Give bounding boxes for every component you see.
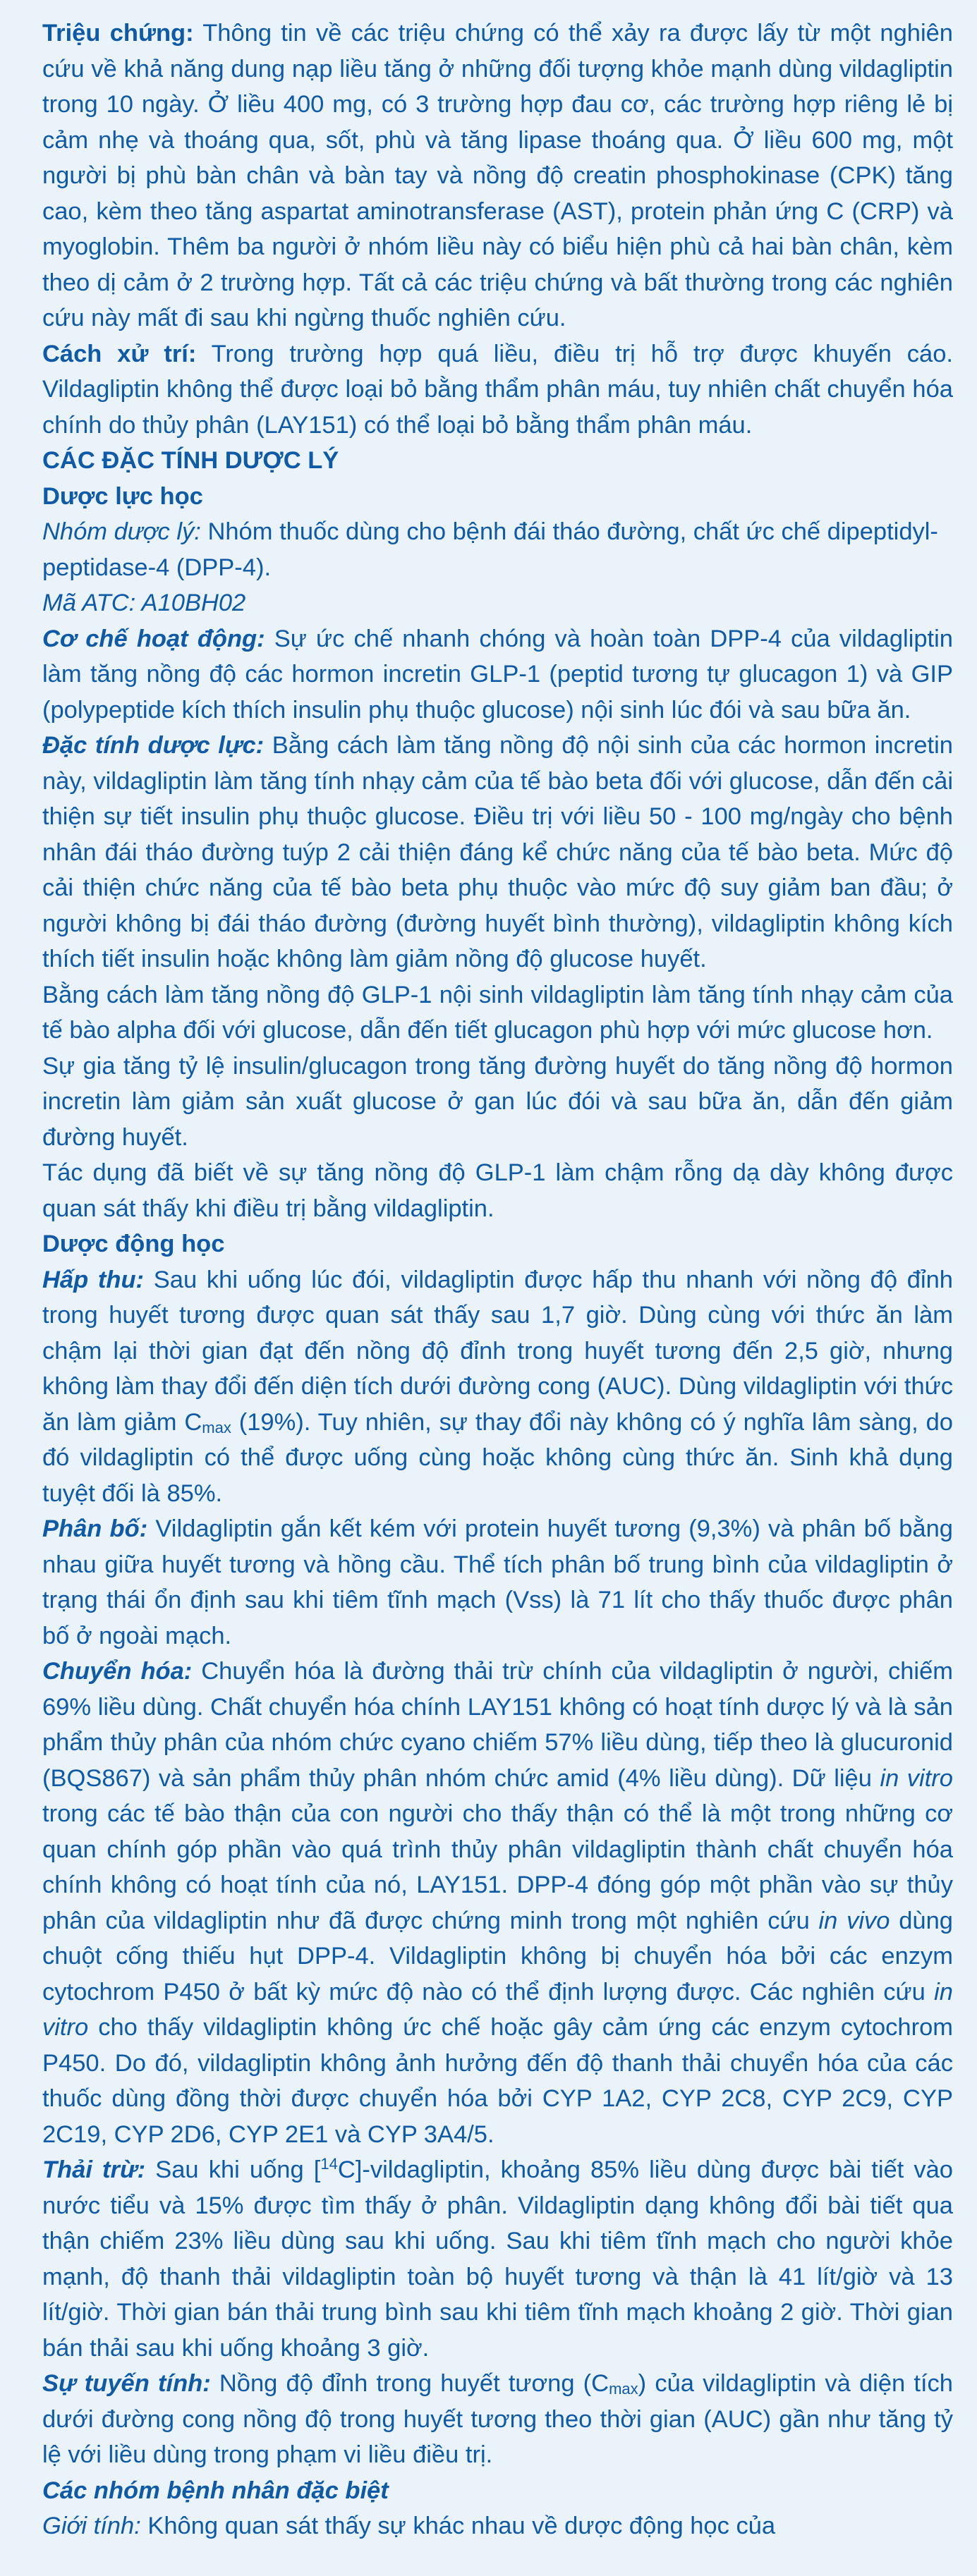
trieu-chung-label: Triệu chứng: [42, 20, 194, 47]
hap-thu-text-2: (19%). Tuy nhiên, sự thay đổi này không có ý nghĩa lâm sàng, do đó vildagliptin có thể được uống cùng hoặc không cùng thức ăn. Sinh khả dụng tuyệt đối là 85%. [42, 1408, 953, 1507]
carbon-14-superscript: 14 [320, 2155, 338, 2173]
su-tuyen-tinh-paragraph [42, 2366, 953, 2473]
duoc-luc-hoc-heading: Dược lực học [42, 482, 203, 510]
chuyen-hoa-text-1: Chuyển hóa là đường thải trừ chính của vildagliptin ở người, chiếm 69% liều dùng. Chất chuyển hóa chính LAY151 không có hoạt tính dược lý và là sản phẩm thủy phân của nhóm chức cyano chiếm 57% liều dùng, tiếp theo là glucuronid (BQS867) và sản phẩm thủy phân nhóm chức amid (4% liều dùng). Dữ liệu [42, 1658, 954, 1792]
cach-xu-tri-paragraph [42, 336, 953, 444]
su-tuyen-tinh-text-1: Nồng độ đỉnh trong huyết tương (C [219, 2370, 609, 2397]
su-tuyen-tinh-text-2: ) của vildagliptin và diện tích dưới đường cong nồng độ trong huyết tương theo thời gian (AUC) gần như tăng tỷ lệ với liều dùng trong phạm vi liều điều trị. [42, 2370, 953, 2468]
gioi-tinh-label: Giới tính: [42, 2513, 141, 2539]
chuyen-hoa-paragraph [42, 1654, 953, 2152]
insulin-glucagon-paragraph: Sự gia tăng tỷ lệ insulin/glucagon trong tăng đường huyết do tăng nồng độ hormon incretin làm giảm sản xuất glucose ở gan lúc đói và sau bữa ăn, dẫn đến giảm đường huyết. [42, 1052, 953, 1151]
hap-thu-paragraph [42, 1262, 953, 1512]
chuyen-hoa-text-4: cho thấy vildagliptin không ức chế hoặc gây cảm ứng các enzym cytochrom P450. Do đó, vildagliptin không ảnh hưởng đến độ thanh thải chuyển hóa của các thuốc dùng đồng thời được chuyển hóa bởi CYP 1A2, CYP 2C8, CYP 2C9, CYP 2C19, CYP 2D6, CYP 2E1 và CYP 3A4/5. [42, 2014, 953, 2148]
co-che-text: Sự ức chế nhanh chóng và hoàn toàn DPP-4 của vildagliptin làm tăng nồng độ các hormon incretin GLP-1 (peptid tương tự glucagon 1) và GIP (polypeptide kích thích insulin phụ thuộc glucose) nội sinh lúc đói và sau bữa ăn. [42, 625, 953, 724]
dac-tinh-text: Bằng cách làm tăng nồng độ nội sinh của các hormon incretin này, vildagliptin làm tăng tính nhạy cảm của tế bào beta đối với glucose, dẫn đến cải thiện sự tiết insulin phụ thuộc glucose. Điều trị với liều 50 - 100 mg/ngày cho bệnh nhân đái tháo đường tuýp 2 cải thiện đáng kể chức năng của tế bào beta. Mức độ cải thiện chức năng của tế bào beta phụ thuộc vào mức độ suy giảm ban đầu; ở người không bị đái tháo đường (đường huyết bình thường), vildagliptin không kích thích tiết insulin hoặc không làm giảm nồng độ glucose huyết. [42, 732, 953, 972]
hap-thu-text-1: Sau khi uống lúc đói, vildagliptin được hấp thu nhanh với nồng độ đỉnh trong huyết tương được quan sát thấy sau 1,7 giờ. Dùng cùng với thức ăn làm chậm lại thời gian đạt đến nồng độ đỉnh trong huyết tương đến 2,5 giờ, nhưng không làm thay đổi đến diện tích dưới đường cong (AUC). Dùng vildagliptin với thức ăn làm giảm C [42, 1266, 953, 1436]
gioi-tinh-paragraph [42, 2508, 953, 2544]
section-title: CÁC ĐẶC TÍNH DƯỢC LÝ [42, 447, 339, 474]
phan-bo-paragraph [42, 1511, 953, 1654]
cach-xu-tri-text: Trong trường hợp quá liều, điều trị hỗ trợ được khuyến cáo. Vildagliptin không thể được loại bỏ bằng thẩm phân máu, tuy nhiên chất chuyển hóa chính do thủy phân (LAY151) có thể loại bỏ bằng thẩm phân máu. [42, 340, 953, 439]
co-che-label: Cơ chế hoạt động: [42, 625, 265, 652]
ma-atc: Mã ATC: A10BH02 [42, 590, 246, 616]
cmax-subscript: max [202, 1418, 231, 1436]
glp1-alpha-paragraph: Bằng cách làm tăng nồng độ GLP-1 nội sinh vildagliptin làm tăng tính nhạy cảm của tế bào alpha đối với glucose, dẫn đến tiết glucagon phù hợp với mức glucose hơn. [42, 981, 953, 1044]
in-vivo-term: in vivo [818, 1907, 890, 1934]
in-vitro-term: in vitro [880, 1764, 953, 1792]
chuyen-hoa-text-2: trong các tế bào thận của con người cho thấy thận có thể là một trong những cơ quan chính góp phần vào quá trình thủy phân vildagliptin thành chất chuyển hóa chính không có hoạt tính của nó, LAY151. DPP-4 đóng góp một phần vào sự thủy phân của vildagliptin như đã được chứng minh trong một nghiên cứu [42, 1800, 953, 1934]
trieu-chung-paragraph [42, 16, 953, 336]
nhom-dac-biet-heading: Các nhóm bệnh nhân đặc biệt [42, 2477, 389, 2504]
dac-tinh-label: Đặc tính dược lực: [42, 732, 265, 759]
su-tuyen-tinh-label: Sự tuyến tính: [42, 2370, 211, 2397]
chuyen-hoa-label: Chuyển hóa: [42, 1658, 193, 1685]
cach-xu-tri-label: Cách xử trí: [42, 340, 197, 367]
trieu-chung-text: Thông tin về các triệu chứng có thể xảy ra được lấy từ một nghiên cứu về khả năng dung nạp liều tăng ở những đối tượng khỏe mạnh dùng vildagliptin trong 10 ngày. Ở liều 400 mg, có 3 trường hợp đau cơ, các trường hợp riêng lẻ bị cảm nhẹ và thoáng qua, sốt, phù và tăng lipase thoáng qua. Ở liều 600 mg, một người bị phù bàn chân và bàn tay và nồng độ creatin phosphokinase (CPK) tăng cao, kèm theo tăng aspartat aminotransferase (AST), protein phản ứng C (CRP) và myoglobin. Thêm ba người ở nhóm liều này có biểu hiện phù cả hai bàn chân, kèm theo dị cảm ở 2 trường hợp. Tất cả các triệu chứng và bất thường trong các nghiên cứu này mất đi sau khi ngừng thuốc nghiên cứu. [42, 20, 953, 331]
phan-bo-text: Vildagliptin gắn kết kém với protein huyết tương (9,3%) và phân bố bằng nhau giữa huyết tương và hồng cầu. Thể tích phân bố trung bình của vildagliptin ở trạng thái ổn định sau khi tiêm tĩnh mạch (Vss) là 71 lít cho thấy thuốc được phân bố ở ngoài mạch. [42, 1515, 953, 1649]
thai-tru-paragraph [42, 2152, 953, 2366]
thai-tru-label: Thải trừ: [42, 2156, 146, 2183]
cmax-subscript-2: max [609, 2380, 638, 2398]
nhom-duoc-ly-text: Nhóm thuốc dùng cho bệnh đái tháo đường, chất ức chế dipeptidyl-peptidase-4 (DPP-4). [42, 518, 938, 581]
in-vitro-term-2: in vitro [42, 1978, 953, 2041]
chuyen-hoa-text-3: dùng chuột cống thiếu hụt DPP-4. Vildagliptin không bị chuyển hóa bởi các enzym cytochrom P450 ở bất kỳ mức độ nào có thể định lượng được. Các nghiên cứu [42, 1907, 953, 2006]
co-che-paragraph [42, 621, 953, 728]
phan-bo-label: Phân bố: [42, 1515, 148, 1542]
thai-tru-prefix: Sau khi uống [ [155, 2156, 321, 2183]
thai-tru-text: C]-vildagliptin, khoảng 85% liều dùng được bài tiết vào nước tiểu và 15% được tìm thấy ở phân. Vildagliptin dạng không đổi bài tiết qua thận chiếm 23% liều dùng sau khi uống. Sau khi tiêm tĩnh mạch cho người khỏe mạnh, độ thanh thải vildagliptin toàn bộ huyết tương và thận là 41 lít/giờ và 13 lít/giờ. Thời gian bán thải trung bình sau khi tiêm tĩnh mạch khoảng 2 giờ. Thời gian bán thải sau khi uống khoảng 3 giờ. [42, 2156, 953, 2362]
hap-thu-label: Hấp thu: [42, 1266, 145, 1293]
nhom-duoc-ly-label: Nhóm dược lý: [42, 518, 201, 545]
dac-tinh-paragraph [42, 728, 953, 977]
nhom-duoc-ly-paragraph [42, 514, 953, 585]
gioi-tinh-text: Không quan sát thấy sự khác nhau về dược động học của [147, 2513, 776, 2539]
duoc-dong-hoc-heading: Dược động học [42, 1231, 225, 1257]
rong-da-day-paragraph: Tác dụng đã biết về sự tăng nồng độ GLP-1 làm chậm rỗng dạ dày không được quan sát thấy khi điều trị bằng vildagliptin. [42, 1159, 953, 1222]
